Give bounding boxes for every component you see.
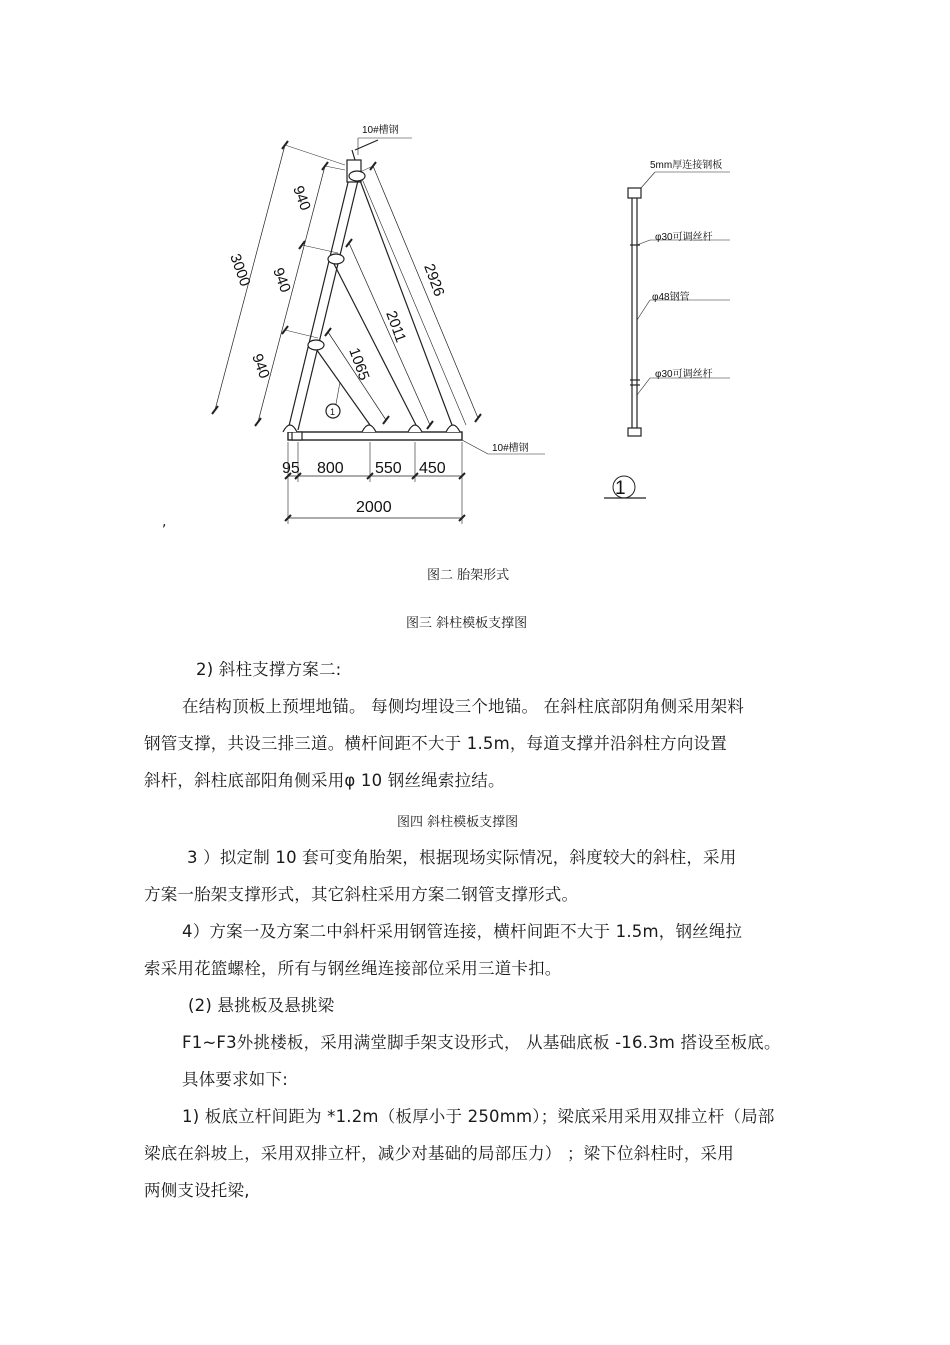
paragraph-line: F1~F3外挑楼板，采用满堂脚手架支设形式， 从基础底板 -16.3m 搭设至板底。 [182,1033,781,1052]
circle-marker-label: 1 [330,407,336,417]
dim-label: 940 [269,265,294,295]
paragraph-line: 具体要求如下: [182,1070,288,1089]
detail-label: 5mm厚连接钢板 [650,160,723,171]
paragraph-line: 方案一胎架支撑形式，其它斜柱采用方案二钢管支撑形式。 [144,885,579,904]
figure-2-caption: 图二 胎架形式 [427,568,510,583]
figure-4-caption: 图四 斜柱模板支撑图 [397,815,519,830]
paragraph-line: 钢管支撑，共设三排三道。横杆间距不大于 1.5m，每道支撑并沿斜柱方向设置 [144,734,727,753]
paragraph-line: 在结构顶板上预埋地锚。 每侧均埋设三个地锚。 在斜柱底部阴角侧采用架料 [182,697,744,716]
paragraph-line: 4）方案一及方案二中斜杆采用钢管连接，横杆间距不大于 1.5m，钢丝绳拉 [182,922,743,941]
dim-label: 3000 [226,251,254,289]
paragraph-line: 索采用花篮螺栓，所有与钢丝绳连接部位采用三道卡扣。 [144,959,562,978]
channel-label-top: 10#槽钢 [362,125,399,136]
paragraph-line: 1) 板底立杆间距为 *1.2m（板厚小于 250mm）；梁底采用采用双排立杆（局部 [182,1107,775,1126]
paragraph-line: 梁底在斜坡上，采用双排立杆，减少对基础的局部压力） ；梁下位斜柱时，采用 [144,1144,734,1163]
total-dim-label: 2000 [356,499,392,516]
dim-label: 2011 [382,308,410,345]
bottom-dim-label: 450 [419,460,446,477]
channel-label-bottom: 10#槽钢 [492,443,529,454]
section-heading: (2) 悬挑板及悬挑梁 [188,996,335,1015]
truss-frame-diagram [0,0,950,540]
bottom-dim-label: 550 [375,460,402,477]
bottom-dim-label: 800 [317,460,344,477]
section-marker-label: 1 [615,478,626,499]
detail-label: φ30可调丝杆 [655,232,713,243]
figure-3-caption: 图三 斜柱模板支撑图 [406,616,528,631]
bottom-dim-label: 95 [282,460,300,477]
stray-comma: , [162,514,167,530]
dim-label: 1065 [345,345,373,383]
dim-label: 940 [289,183,314,213]
paragraph-line: 斜杆，斜柱底部阳角侧采用φ 10 钢丝绳索拉结。 [144,771,505,790]
detail-label: φ30可调丝杆 [655,369,713,380]
detail-label: φ48钢管 [652,292,690,303]
dim-label: 940 [248,351,273,381]
section-heading: 2) 斜柱支撑方案二: [196,660,342,679]
paragraph-line: 两侧支设托梁, [144,1181,250,1200]
paragraph-line: 3 ）拟定制 10 套可变角胎架，根据现场实际情况，斜度较大的斜柱，采用 [187,848,737,867]
dim-label: 2926 [420,261,448,299]
